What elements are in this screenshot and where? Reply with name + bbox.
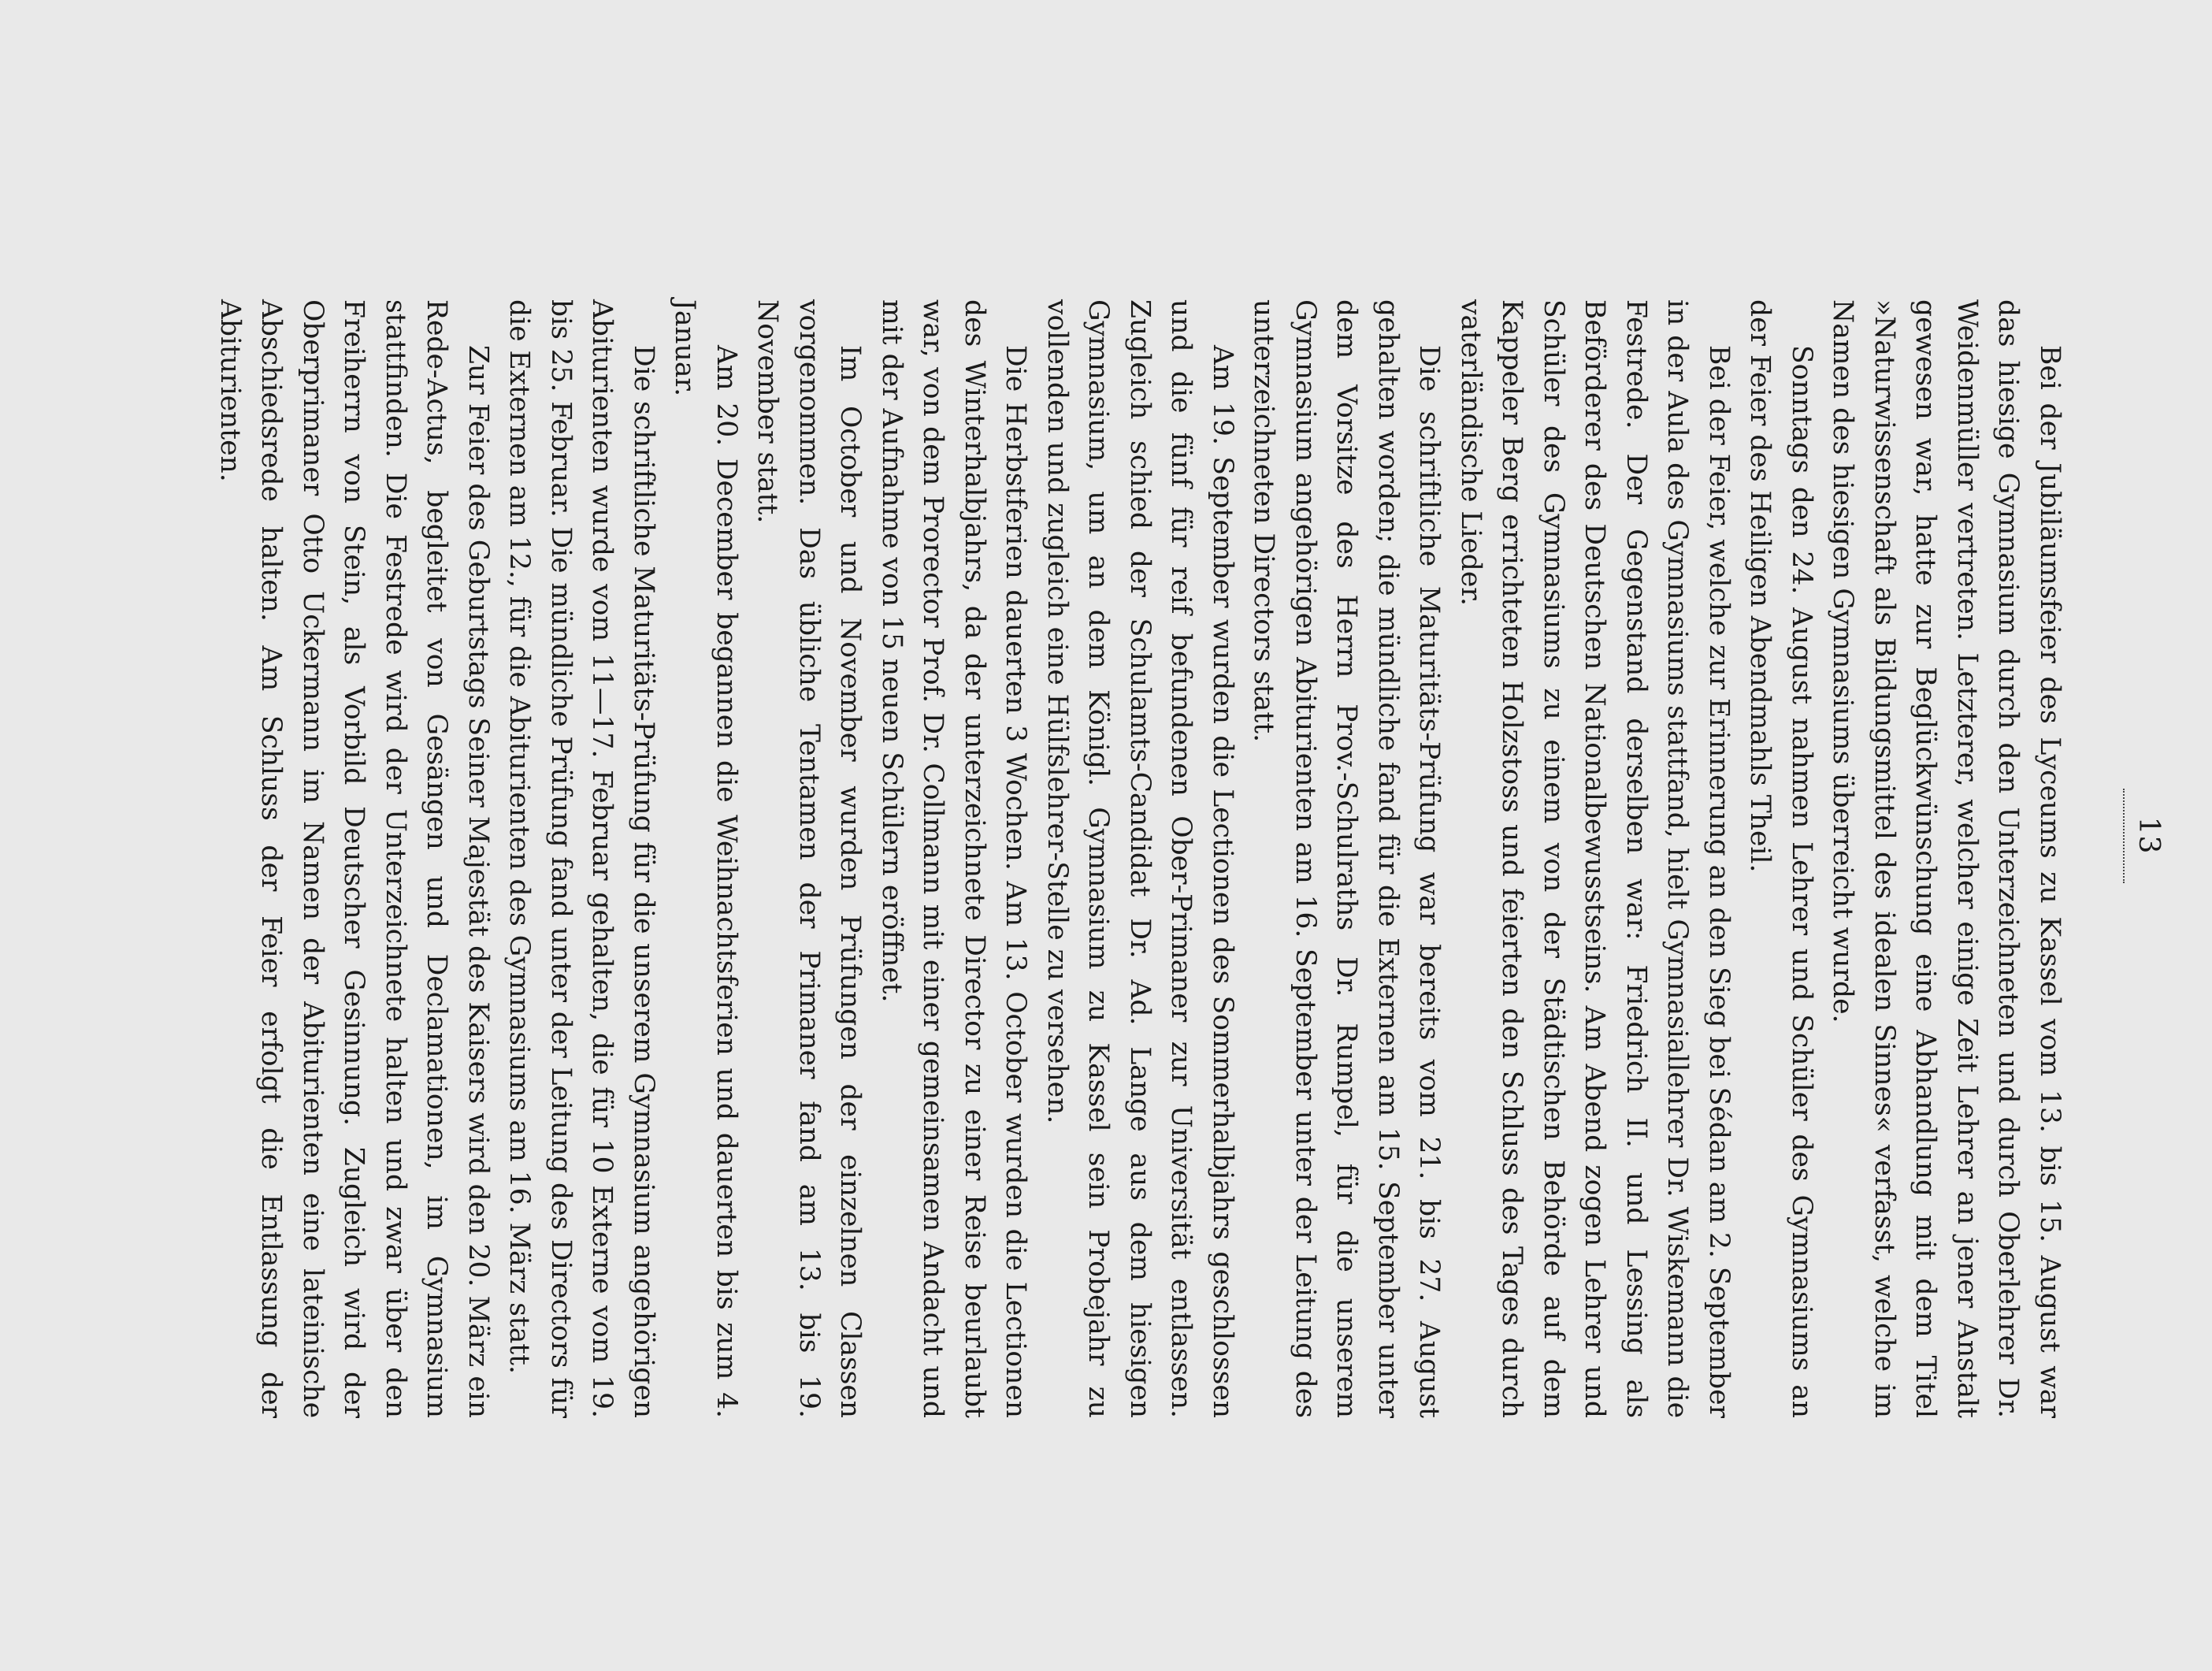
page-number: 13 [2132, 816, 2165, 855]
paragraph: Am 19. September wurden die Lectionen des Sommerhalbjahrs geschlossen und die fünf für reif befundenen Ober-Primaner zur Universität entlassen. Zugleich schied der Schulamts-Candidat Dr. Ad. Lange aus dem hiesigen Gymnasium, um an dem Königl. Gymnasium zu Kassel sein Probejahr zu vollenden und zugleich eine Hülfslehrer-Stelle zu versehen. [1041, 299, 1238, 1418]
paragraph: Zur Feier des Geburtstags Seiner Majestät des Kaisers wird den 20. März ein Rede-Actus, begleitet von Gesängen und Declamationen, im Gymnasium stattfinden. Die Festrede wird der Unterzeichnete halten und zwar über den Freiherrn von Stein, als Vorbild Deutscher Gesinnung. Zugleich wird der Oberprimaner Otto Uckermann im Namen der Abiturienten eine lateinische Abschiedsrede halten. Am Schluss der Feier erfolgt die Entlassung der Abiturienten. [214, 299, 494, 1418]
page-header [2123, 0, 2165, 1671]
paragraph: Die schriftliche Maturitäts-Prüfung war bereits vom 21. bis 27. August gehalten worden; die mündliche fand für die Externen am 15. September unter dem Vorsitze des Herrn Prov.-Schulraths Dr. Rumpel, für die unserem Gymnasium angehörigen Abiturienten am 16. September unter der Leitung des unterzeichneten Directors statt. [1248, 299, 1446, 1418]
paragraph: Im October und November wurden Prüfungen der einzelnen Classen vorgenommen. Das übliche Tentamen der Primaner fand am 13. bis 19. November statt. [752, 299, 867, 1418]
paragraph: Sonntags den 24. August nahmen Lehrer und Schüler des Gymnasiums an der Feier des Heiligen Abendmahls Theil. [1744, 299, 1817, 1418]
header-rule [2123, 789, 2125, 883]
paragraph: Bei der Feier, welche zur Erinnerung an den Sieg bei Sédan am 2. September in der Aula des Gymnasiums stattfand, hielt Gymnasiallehrer Dr. Wiskemann die Festrede. Der Gegenstand derselben war: Friedrich II. und Lessing als Beförderer des Deutschen Nationalbewusstseins. Am Abend zogen Lehrer und Schüler des Gymnasiums zu einem von der Städtischen Behörde auf dem Kappeler Berg errichteten Holzstoss und feierten den Schluss des Tages durch vaterländische Lieder. [1455, 299, 1735, 1418]
paragraph: Die Herbstferien dauerten 3 Wochen. Am 13. October wurden die Lectionen des Winterhalbjahrs, da der unterzeichnete Director zu einer Reise beurlaubt war, von dem Prorector Prof. Dr. Collmann mit einer gemeinsamen Andacht und mit der Aufnahme von 15 neuen Schülern eröffnet. [876, 299, 1032, 1418]
body-text [210, 299, 2071, 1418]
paragraph: Bei der Jubiläumsfeier des Lyceums zu Kassel vom 13. bis 15. August war das hiesige Gymnasium durch den Unterzeichneten und durch Oberlehrer Dr. Weidenmüller vertreten. Letzterer, welcher einige Zeit Lehrer an jener Anstalt gewesen war, hatte zur Beglückwünschung eine Abhandlung mit dem Titel »Naturwissenschaft als Bildungsmittel des idealen Sinnes« verfasst, welche im Namen des hiesigen Gymnasiums überreicht wurde. [1827, 299, 2065, 1418]
paragraph: Die schriftliche Maturitäts-Prüfung für die unserem Gymnasium angehörigen Abiturienten wurde vom 11—17. Februar gehalten, die für 10 Externe vom 19. bis 25. Februar. Die mündliche Prüfung fand unter der Leitung des Directors für die Externen am 12., für die Abiturienten des Gymnasiums am 16. März statt. [503, 299, 659, 1418]
paragraph: Am 20. December begannen die Weihnachtsferien und dauerten bis zum 4. Januar. [669, 299, 742, 1418]
